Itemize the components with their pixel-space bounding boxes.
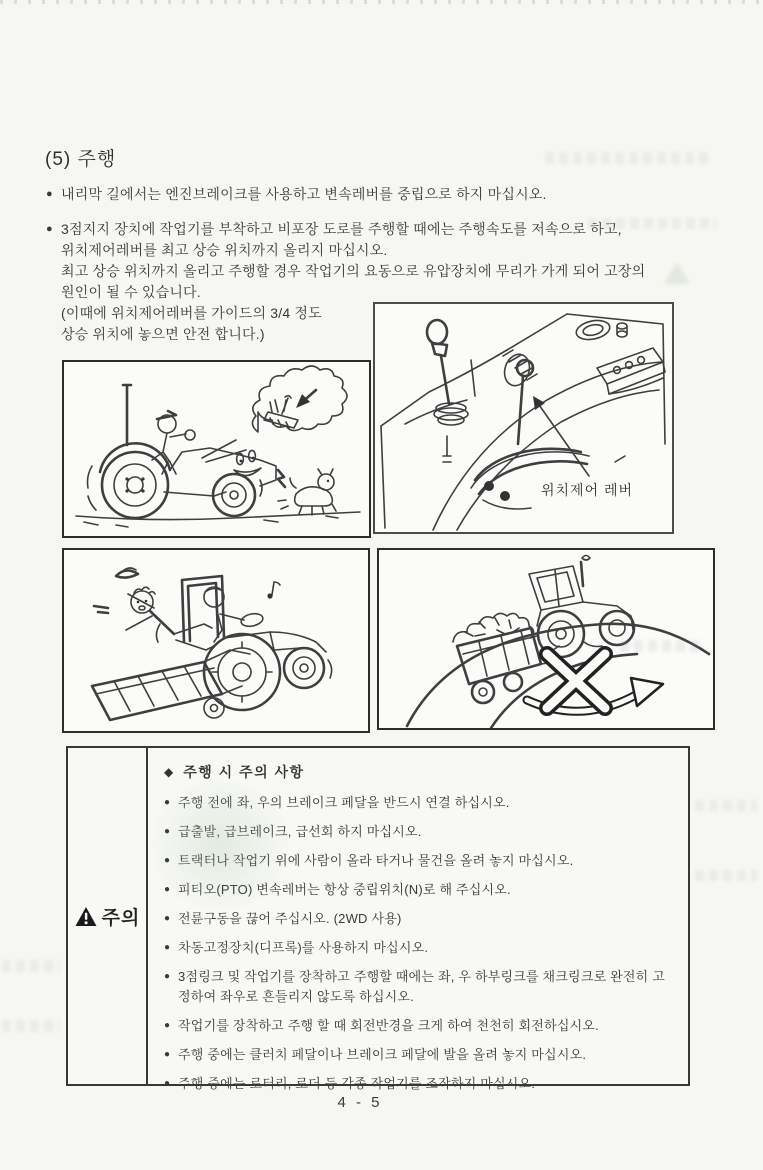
scan-artifact xyxy=(664,262,690,284)
scan-artifact xyxy=(2,960,60,972)
scan-artifact xyxy=(545,152,710,164)
caution-content xyxy=(148,748,688,1091)
falling-rider-illustration xyxy=(64,550,368,731)
figure-no-sharp-turns-with-trailer xyxy=(377,548,715,730)
caution-item xyxy=(164,880,674,900)
caution-label: 주의 xyxy=(101,907,141,929)
bullet-marker: ● xyxy=(164,1020,171,1031)
caution-header-row xyxy=(164,762,674,782)
caution-item-text: 주행 중에는 클러치 페달이나 브레이크 페달에 발을 올려 놓지 마십시오. xyxy=(178,1047,587,1062)
trailer-curve-illustration xyxy=(379,550,713,728)
text-line: 위치제어레버를 최고 상승 위치까지 올리지 마십시오. xyxy=(61,242,388,258)
caution-item-text: 급출발, 급브레이크, 급선회 하지 마십시오. xyxy=(178,824,422,839)
warning-triangle-icon xyxy=(74,906,98,927)
text-line: 상승 위치에 놓으면 안전 합니다.) xyxy=(61,326,265,342)
caution-item xyxy=(164,1016,674,1036)
page-number: 4 - 5 xyxy=(337,1094,383,1111)
caution-item-text: 작업기를 장착하고 주행 할 때 회전반경을 크게 하여 천천히 회전하십시오. xyxy=(178,1018,599,1033)
caution-item xyxy=(164,967,674,1007)
lever-label: 위치제어 레버 xyxy=(541,482,634,498)
caution-item xyxy=(164,793,674,813)
text-line: 원인이 될 수 있습니다. xyxy=(61,284,201,300)
bullet-marker: ● xyxy=(164,942,171,953)
caution-box xyxy=(66,746,690,1091)
bullet-marker: ● xyxy=(164,826,171,837)
caution-item-text: 주행 전에 좌, 우의 브레이크 페달을 반드시 연결 하십시오. xyxy=(178,795,510,810)
bullet-marker: ● xyxy=(46,223,53,235)
bullet-marker: ● xyxy=(164,884,171,895)
caution-item xyxy=(164,1074,674,1094)
figure-downhill-driving xyxy=(62,360,371,538)
bullet-marker: ● xyxy=(164,1049,171,1060)
bullet-marker: ● xyxy=(46,188,53,200)
caution-item xyxy=(164,909,674,929)
scan-artifact xyxy=(0,0,763,4)
bullet-marker: ● xyxy=(164,913,171,924)
bullet-marker: ● xyxy=(164,855,171,866)
caution-item xyxy=(164,851,674,871)
scan-artifact xyxy=(2,1020,60,1032)
figure-no-riders xyxy=(62,548,370,733)
intro-bullet-1 xyxy=(46,184,547,205)
figure-position-control-lever xyxy=(373,302,674,534)
page-title: (5) 주행 xyxy=(45,149,117,170)
caution-item-text: 트랙터나 작업기 위에 사람이 올라 타거나 물건을 올려 놓지 마십시오. xyxy=(178,853,574,868)
caution-item-text: 3점링크 및 작업기를 장착하고 주행할 때에는 좌, 우 하부링크를 채크링크로 완전히 고정하여 좌우로 흔들리지 않도록 하십시오. xyxy=(178,969,665,1004)
scan-artifact xyxy=(695,800,757,811)
caution-label-cell xyxy=(68,748,148,1084)
diamond-marker: ◆ xyxy=(164,765,174,779)
caution-item xyxy=(164,1045,674,1065)
caution-item-text: 전륜구동을 끊어 주십시오. (2WD 사용) xyxy=(178,911,402,926)
caution-item xyxy=(164,938,674,958)
caution-item xyxy=(164,822,674,842)
caution-item-text: 피티오(PTO) 변속레버는 항상 중립위치(N)로 해 주십시오. xyxy=(178,882,511,897)
scan-artifact xyxy=(695,870,757,881)
caution-header: 주행 시 주의 사항 xyxy=(183,764,305,780)
text-line: 최고 상승 위치까지 올리고 주행할 경우 작업기의 요동으로 유압장치에 무리가 가게 되어 고장의 xyxy=(61,263,646,279)
caution-item-text: 차동고정장치(디프록)를 사용하지 마십시오. xyxy=(178,940,429,955)
text-line: 3점지지 장치에 작업기를 부착하고 비포장 도로를 주행할 때에는 주행속도를 저속으로 하고, xyxy=(61,221,622,237)
bullet-marker: ● xyxy=(164,1078,171,1089)
text-line: (이때에 위치제어레버를 가이드의 3/4 정도 xyxy=(61,305,322,321)
intro-bullet-1-text: 내리막 길에서는 엔진브레이크를 사용하고 변속레버를 중립으로 하지 마십시오. xyxy=(61,186,547,202)
caution-item-text: 주행 중에는 로터리, 로더 등 각종 작업기를 조작하지 마십시오. xyxy=(178,1076,536,1091)
bullet-marker: ● xyxy=(164,971,171,982)
bullet-marker: ● xyxy=(164,797,171,808)
downhill-tractor-illustration xyxy=(64,362,369,536)
